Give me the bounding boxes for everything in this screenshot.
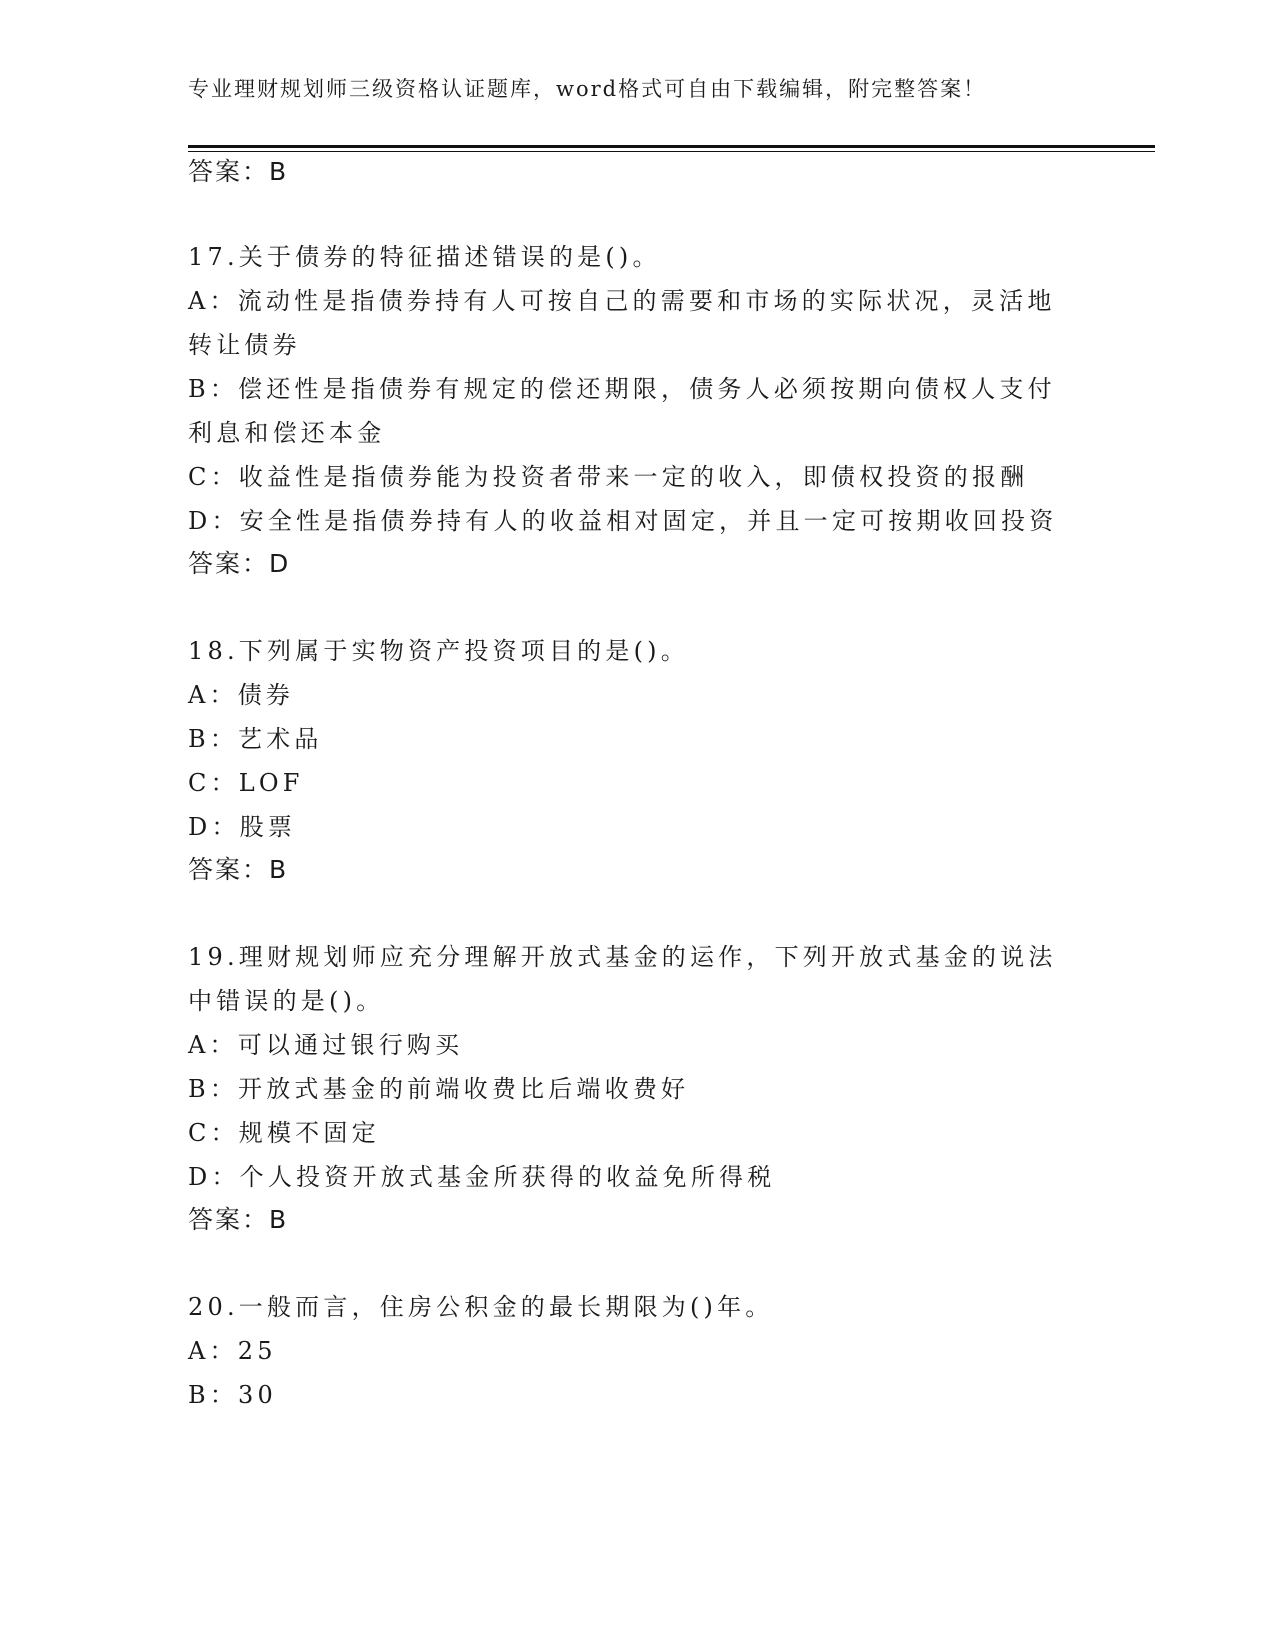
- q19-option-a: A：可以通过银行购买: [188, 1031, 464, 1059]
- q20-option-a: A：25: [188, 1337, 277, 1365]
- q17-option-b-line1: B：偿还性是指债券有规定的偿还期限，债务人必须按期向债权人支付: [188, 375, 1056, 403]
- header-rule-thin: [188, 151, 1155, 152]
- q18-answer: 答案：B: [188, 855, 289, 884]
- q20-stem: 20.一般而言，住房公积金的最长期限为()年。: [188, 1293, 774, 1321]
- page-header: 专业理财规划师三级资格认证题库，word格式可自由下载编辑，附完整答案！: [188, 77, 987, 101]
- q18-option-b: B：艺术品: [188, 725, 323, 753]
- q20-option-b: B：30: [188, 1381, 277, 1409]
- q17-option-a-line1: A：流动性是指债券持有人可按自己的需要和市场的实际状况，灵活地: [188, 287, 1056, 315]
- q17-stem: 17.关于债券的特征描述错误的是()。: [188, 243, 661, 271]
- q17-option-d: D：安全性是指债券持有人的收益相对固定，并且一定可按期收回投资: [188, 507, 1058, 535]
- q19-answer: 答案：B: [188, 1205, 289, 1234]
- q19-stem-line2: 中错误的是()。: [188, 987, 385, 1015]
- q19-stem-line1: 19.理财规划师应充分理解开放式基金的运作，下列开放式基金的说法: [188, 943, 1057, 971]
- q17-answer: 答案：D: [188, 549, 291, 578]
- header-rule-thick: [188, 145, 1155, 148]
- q17-option-a-line2: 转让债券: [188, 331, 301, 359]
- q19-option-d: D：个人投资开放式基金所获得的收益免所得税: [188, 1163, 776, 1191]
- q18-option-c: C：LOF: [188, 769, 304, 797]
- q17-option-b-line2: 利息和偿还本金: [188, 419, 386, 447]
- q16-answer: 答案：B: [188, 157, 289, 186]
- q18-option-a: A：债券: [188, 681, 295, 709]
- q17-option-c: C：收益性是指债券能为投资者带来一定的收入，即债权投资的报酬: [188, 463, 1029, 491]
- q18-option-d: D：股票: [188, 813, 297, 841]
- q19-option-c: C：规模不固定: [188, 1119, 380, 1147]
- q18-stem: 18.下列属于实物资产投资项目的是()。: [188, 637, 689, 665]
- q19-option-b: B：开放式基金的前端收费比后端收费好: [188, 1075, 690, 1103]
